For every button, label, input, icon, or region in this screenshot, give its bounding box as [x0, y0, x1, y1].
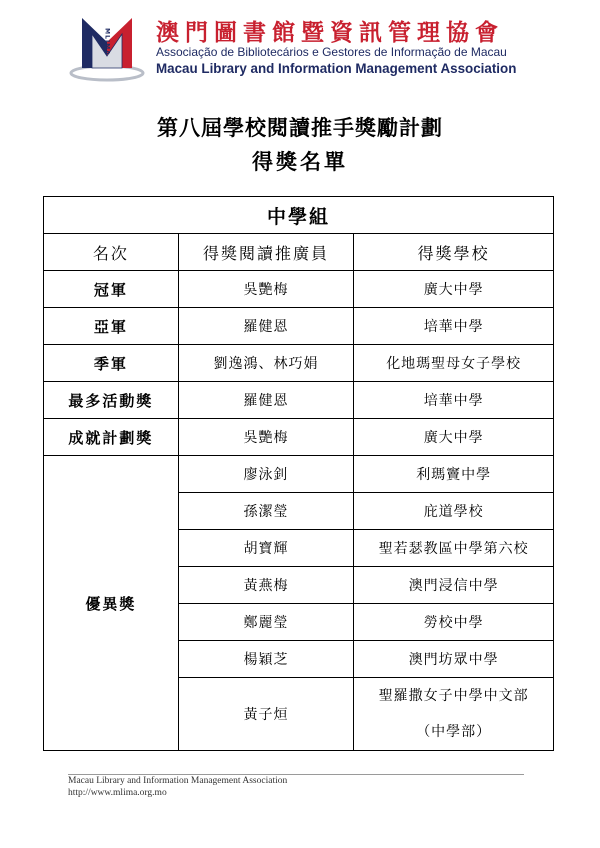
- award-cell: 冠軍: [44, 271, 179, 308]
- org-name-chinese: 澳門圖書館暨資訊管理協會: [156, 20, 504, 46]
- person-cell: 楊穎芝: [178, 641, 354, 678]
- column-header-row: [44, 234, 554, 271]
- footer-url: http://www.mlima.org.mo: [68, 788, 167, 798]
- school-cell: 培華中學: [354, 382, 554, 419]
- group-title: 中學組: [44, 197, 554, 234]
- document-subtitle: 得獎名單: [252, 150, 348, 174]
- person-cell: 吳艷梅: [178, 419, 354, 456]
- school-name-line: 聖羅撒女子中學中文部: [378, 688, 529, 704]
- person-cell: 胡寶輝: [178, 530, 354, 567]
- letterhead: [68, 12, 548, 82]
- table-row: [44, 345, 554, 382]
- award-cell: 成就計劃獎: [44, 419, 179, 456]
- column-header-person: 得獎閱讀推廣員: [178, 234, 354, 271]
- logo-letters: MLIMA: [103, 28, 111, 56]
- person-cell: 廖泳釗: [178, 456, 354, 493]
- document-title: 第八屆學校閱讀推手獎勵計劃: [157, 116, 443, 140]
- school-cell: 廣大中學: [354, 419, 554, 456]
- org-name-portuguese: Associação de Bibliotecários e Gestores de Informação de Macau: [156, 45, 507, 59]
- school-cell: 利瑪竇中學: [354, 456, 554, 493]
- table-row: [44, 456, 554, 493]
- school-cell: [354, 678, 554, 751]
- table-row: [44, 419, 554, 456]
- org-name-english: Macau Library and Information Management Association: [156, 61, 517, 76]
- person-cell: 鄭麗瑩: [178, 604, 354, 641]
- person-cell: 劉逸鴻、林巧娟: [178, 345, 354, 382]
- award-cell: 最多活動獎: [44, 382, 179, 419]
- table-row: [44, 382, 554, 419]
- person-cell: 羅健恩: [178, 382, 354, 419]
- award-table: [43, 196, 554, 751]
- table-row: [44, 308, 554, 345]
- school-cell: 培華中學: [354, 308, 554, 345]
- person-cell: 孫潔瑩: [178, 493, 354, 530]
- footer-divider: [68, 774, 524, 775]
- mlima-logo: [68, 12, 146, 82]
- award-cell: 亞軍: [44, 308, 179, 345]
- column-header-school: 得獎學校: [354, 234, 554, 271]
- school-cell: 化地瑪聖母女子學校: [354, 345, 554, 382]
- school-cell: 澳門坊眾中學: [354, 641, 554, 678]
- school-cell: 庇道學校: [354, 493, 554, 530]
- school-cell: 廣大中學: [354, 271, 554, 308]
- person-cell: 黃燕梅: [178, 567, 354, 604]
- award-cell: 季軍: [44, 345, 179, 382]
- excellence-award-cell: 優異獎: [44, 456, 179, 751]
- footer-org-name: Macau Library and Information Management Association: [68, 776, 288, 786]
- school-cell: 勞校中學: [354, 604, 554, 641]
- person-cell: 羅健恩: [178, 308, 354, 345]
- person-cell: 吳艷梅: [178, 271, 354, 308]
- school-cell: 聖若瑟教區中學第六校: [354, 530, 554, 567]
- group-header-row: [44, 197, 554, 234]
- school-section-line: （中學部）: [416, 724, 492, 740]
- school-cell: 澳門浸信中學: [354, 567, 554, 604]
- person-cell: 黃子烜: [178, 678, 354, 751]
- table-row: [44, 271, 554, 308]
- column-header-rank: 名次: [44, 234, 179, 271]
